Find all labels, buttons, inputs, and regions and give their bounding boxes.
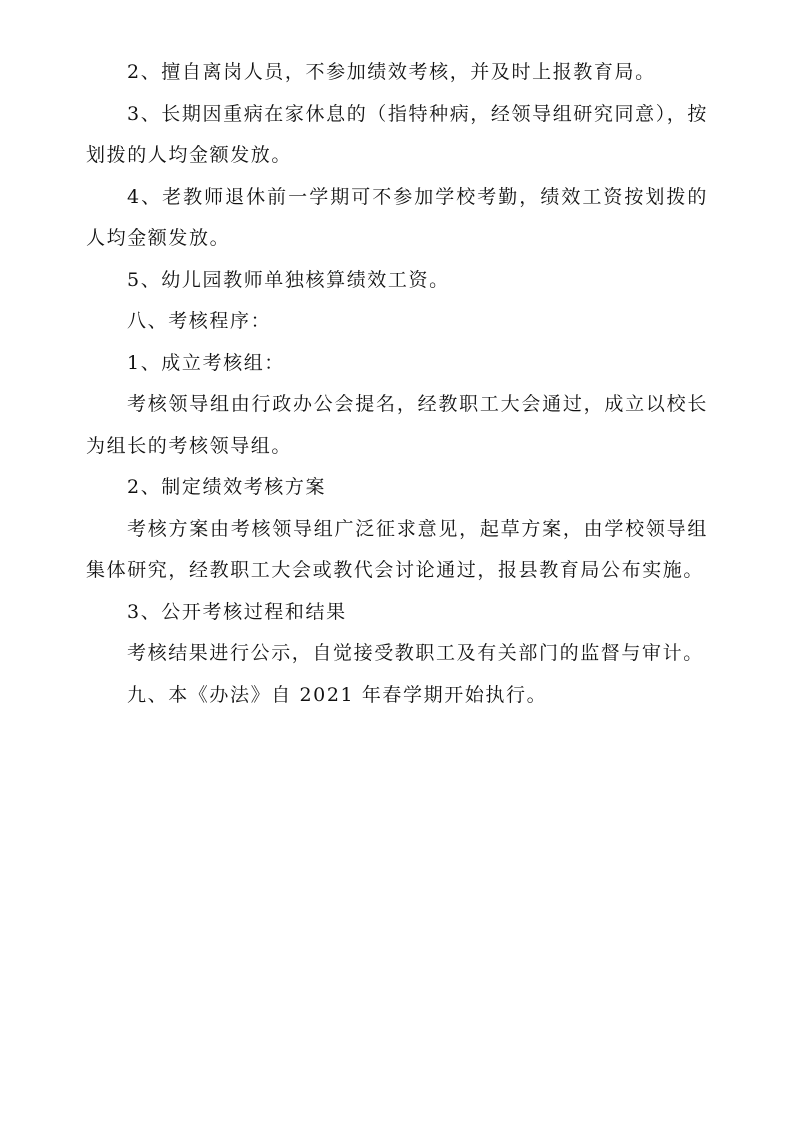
paragraph-sick-leave-rule: 3、长期因重病在家休息的（指特种病，经领导组研究同意），按划拨的人均金额发放。 <box>86 102 708 166</box>
paragraph-retiring-teacher-rule: 4、老教师退休前一学期可不参加学校考勤，绩效工资按划拨的人均金额发放。 <box>86 185 708 249</box>
section-heading-assessment-procedure: 八、考核程序： <box>127 310 272 332</box>
step-heading-draft-plan: 2、制定绩效考核方案 <box>127 476 327 498</box>
paragraph-publish-results-detail: 考核结果进行公示，自觉接受教职工及有关部门的监督与审计。 <box>127 642 704 664</box>
paragraph-form-group-detail: 考核领导组由行政办公会提名，经教职工大会通过，成立以校长为组长的考核领导组。 <box>86 393 708 457</box>
paragraph-draft-plan-detail: 考核方案由考核领导组广泛征求意见，起草方案，由学校领导组集体研究，经教职工大会或教代会讨论通过，报县教育局公布实施。 <box>86 517 708 581</box>
step-heading-form-group: 1、成立考核组： <box>127 351 285 374</box>
paragraph-kindergarten-rule: 5、幼儿园教师单独核算绩效工资。 <box>127 268 450 291</box>
document-body <box>86 52 708 716</box>
step-heading-publish-results: 3、公开考核过程和结果 <box>127 600 347 623</box>
paragraph-absence-rule: 2、擅自离岗人员，不参加绩效考核，并及时上报教育局。 <box>127 61 656 83</box>
section-heading-effective-date: 九、本《办法》自 2021 年春学期开始执行。 <box>127 683 548 706</box>
